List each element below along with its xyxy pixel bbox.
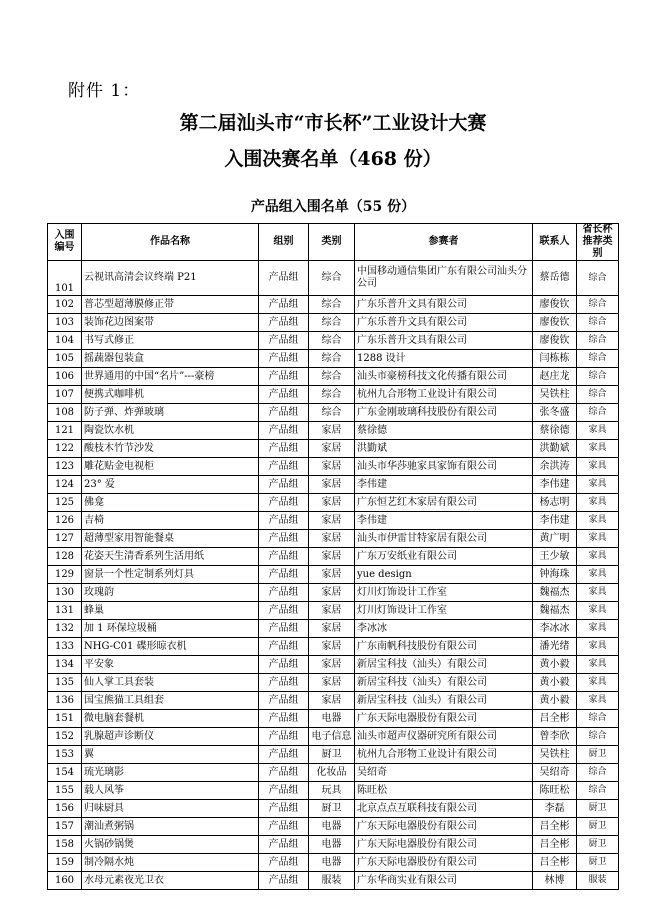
cell-participant: 广东华商实业有限公司 xyxy=(355,872,533,890)
table-row xyxy=(48,728,619,746)
cell-category: 厨卫 xyxy=(309,746,355,764)
cell-province: 家具 xyxy=(577,548,619,566)
table-row xyxy=(48,350,619,368)
cell-participant: 广东南帆科技股份有限公司 xyxy=(355,638,533,656)
cell-category: 家居 xyxy=(309,620,355,638)
header-province: 省长杯推荐类别 xyxy=(577,224,619,261)
cell-contact: 吴铁柱 xyxy=(533,746,577,764)
cell-province: 家具 xyxy=(577,458,619,476)
cell-contact: 杨志明 xyxy=(533,494,577,512)
cell-contact: 潘光绪 xyxy=(533,638,577,656)
cell-province: 服装 xyxy=(577,872,619,890)
cell-name: 水母元素夜光卫衣 xyxy=(82,872,259,890)
table-row xyxy=(48,620,619,638)
cell-no: 106 xyxy=(48,368,82,386)
table-row xyxy=(48,674,619,692)
cell-group: 产品组 xyxy=(259,296,309,314)
table-body xyxy=(48,261,619,890)
cell-contact: 吕全彬 xyxy=(533,836,577,854)
cell-participant: 汕头市超声仪器研究所有限公司 xyxy=(355,728,533,746)
cell-name: 云视讯高清会议终端 P21 xyxy=(82,261,259,296)
cell-name: 普芯型超薄膜修正带 xyxy=(82,296,259,314)
cell-province: 厨卫 xyxy=(577,836,619,854)
cell-participant: 灯川灯饰设计工作室 xyxy=(355,602,533,620)
table-header-row xyxy=(48,224,619,261)
cell-name: 雕花贴金电视柜 xyxy=(82,458,259,476)
cell-contact: 余洪涛 xyxy=(533,458,577,476)
table-row xyxy=(48,476,619,494)
cell-no: 101 xyxy=(48,261,82,296)
table-row xyxy=(48,782,619,800)
cell-province: 家具 xyxy=(577,584,619,602)
cell-group: 产品组 xyxy=(259,602,309,620)
cell-group: 产品组 xyxy=(259,728,309,746)
cell-province: 家具 xyxy=(577,476,619,494)
table-row xyxy=(48,584,619,602)
cell-group: 产品组 xyxy=(259,548,309,566)
cell-name: 超薄型家用智能餐桌 xyxy=(82,530,259,548)
cell-contact: 钟海珠 xyxy=(533,566,577,584)
cell-province: 厨卫 xyxy=(577,854,619,872)
document-title: 第二届汕头市“市长杯”工业设计大赛 xyxy=(179,112,487,134)
cell-group: 产品组 xyxy=(259,800,309,818)
cell-group: 产品组 xyxy=(259,656,309,674)
cell-no: 155 xyxy=(48,782,82,800)
cell-group: 产品组 xyxy=(259,836,309,854)
cell-province: 家具 xyxy=(577,512,619,530)
cell-name: 书写式修正 xyxy=(82,332,259,350)
cell-no: 133 xyxy=(48,638,82,656)
cell-category: 家居 xyxy=(309,674,355,692)
cell-category: 家居 xyxy=(309,566,355,584)
cell-category: 家居 xyxy=(309,692,355,710)
cell-name: 装饰花边图案带 xyxy=(82,314,259,332)
cell-category: 服装 xyxy=(309,872,355,890)
cell-no: 128 xyxy=(48,548,82,566)
cell-group: 产品组 xyxy=(259,782,309,800)
cell-participant: 李伟建 xyxy=(355,476,533,494)
table-row xyxy=(48,368,619,386)
cell-province: 综合 xyxy=(577,782,619,800)
cell-name: 仙人掌工具套装 xyxy=(82,674,259,692)
cell-participant: 陈旺松 xyxy=(355,782,533,800)
cell-category: 综合 xyxy=(309,314,355,332)
cell-participant: 蔡徐德 xyxy=(355,422,533,440)
cell-category: 家居 xyxy=(309,548,355,566)
cell-group: 产品组 xyxy=(259,818,309,836)
cell-category: 家居 xyxy=(309,422,355,440)
table-row xyxy=(48,458,619,476)
cell-no: 160 xyxy=(48,872,82,890)
cell-no: 127 xyxy=(48,530,82,548)
cell-no: 129 xyxy=(48,566,82,584)
cell-name: 23° 爱 xyxy=(82,476,259,494)
cell-contact: 洪勤斌 xyxy=(533,440,577,458)
cell-group: 产品组 xyxy=(259,692,309,710)
document-subtitle: 入围决赛名单（468 份） xyxy=(224,148,442,170)
cell-no: 124 xyxy=(48,476,82,494)
cell-category: 家居 xyxy=(309,638,355,656)
cell-contact: 黄广明 xyxy=(533,530,577,548)
cell-contact: 廖俊钦 xyxy=(533,314,577,332)
cell-participant: 洪勤斌 xyxy=(355,440,533,458)
cell-name: 平安象 xyxy=(82,656,259,674)
cell-name: 加 1 环保垃圾桶 xyxy=(82,620,259,638)
cell-category: 综合 xyxy=(309,368,355,386)
cell-contact: 蔡徐德 xyxy=(533,422,577,440)
cell-group: 产品组 xyxy=(259,332,309,350)
header-no: 入围编号 xyxy=(48,224,82,261)
cell-participant: 汕头市伊雷甘特家居有限公司 xyxy=(355,530,533,548)
cell-no: 152 xyxy=(48,728,82,746)
cell-province: 家具 xyxy=(577,422,619,440)
table-row xyxy=(48,386,619,404)
cell-name: 归味厨具 xyxy=(82,800,259,818)
cell-province: 家具 xyxy=(577,602,619,620)
cell-name: 陶瓷饮水机 xyxy=(82,422,259,440)
cell-no: 134 xyxy=(48,656,82,674)
cell-group: 产品组 xyxy=(259,512,309,530)
header-name: 作品名称 xyxy=(82,224,259,261)
cell-name: 国宝熊猫工具组套 xyxy=(82,692,259,710)
finalist-table xyxy=(47,223,619,890)
cell-participant: 广东金刚玻璃科技股份有限公司 xyxy=(355,404,533,422)
cell-province: 综合 xyxy=(577,332,619,350)
cell-no: 136 xyxy=(48,692,82,710)
cell-name: 翼 xyxy=(82,746,259,764)
cell-group: 产品组 xyxy=(259,404,309,422)
cell-province: 家具 xyxy=(577,494,619,512)
cell-participant: 李伟建 xyxy=(355,512,533,530)
cell-no: 153 xyxy=(48,746,82,764)
cell-contact: 李磊 xyxy=(533,800,577,818)
cell-participant: 灯川灯饰设计工作室 xyxy=(355,584,533,602)
table-row xyxy=(48,692,619,710)
cell-category: 综合 xyxy=(309,261,355,296)
cell-contact: 李伟建 xyxy=(533,476,577,494)
table-row xyxy=(48,602,619,620)
cell-participant: 新居宝科技（汕头）有限公司 xyxy=(355,692,533,710)
cell-group: 产品组 xyxy=(259,674,309,692)
cell-category: 家居 xyxy=(309,584,355,602)
cell-no: 104 xyxy=(48,332,82,350)
cell-contact: 魏福杰 xyxy=(533,602,577,620)
cell-category: 综合 xyxy=(309,296,355,314)
cell-contact: 廖俊钦 xyxy=(533,332,577,350)
table-row xyxy=(48,656,619,674)
cell-participant: 吴绍奇 xyxy=(355,764,533,782)
cell-category: 综合 xyxy=(309,404,355,422)
cell-province: 家具 xyxy=(577,656,619,674)
table-row xyxy=(48,422,619,440)
cell-name: 潮汕煮粥锅 xyxy=(82,818,259,836)
cell-province: 综合 xyxy=(577,350,619,368)
cell-group: 产品组 xyxy=(259,458,309,476)
table-row xyxy=(48,746,619,764)
cell-participant: 新居宝科技（汕头）有限公司 xyxy=(355,656,533,674)
cell-category: 电子信息 xyxy=(309,728,355,746)
cell-participant: 广东天际电器股份有限公司 xyxy=(355,854,533,872)
cell-group: 产品组 xyxy=(259,638,309,656)
cell-category: 电器 xyxy=(309,836,355,854)
cell-province: 综合 xyxy=(577,710,619,728)
cell-participant: 广东乐普升文具有限公司 xyxy=(355,314,533,332)
cell-province: 家具 xyxy=(577,530,619,548)
cell-group: 产品组 xyxy=(259,746,309,764)
cell-name: 窗景一个性定制系列灯具 xyxy=(82,566,259,584)
cell-no: 154 xyxy=(48,764,82,782)
table-row xyxy=(48,440,619,458)
cell-category: 玩具 xyxy=(309,782,355,800)
cell-participant: 广东乐普升文具有限公司 xyxy=(355,332,533,350)
cell-province: 家具 xyxy=(577,440,619,458)
cell-contact: 吕全彬 xyxy=(533,854,577,872)
cell-province: 综合 xyxy=(577,404,619,422)
table-row xyxy=(48,566,619,584)
cell-contact: 吴绍奇 xyxy=(533,764,577,782)
cell-no: 130 xyxy=(48,584,82,602)
cell-no: 107 xyxy=(48,386,82,404)
cell-name: NHG-C01 碟形晾衣机 xyxy=(82,638,259,656)
cell-contact: 黄小毅 xyxy=(533,674,577,692)
cell-contact: 王少敏 xyxy=(533,548,577,566)
cell-group: 产品组 xyxy=(259,872,309,890)
cell-category: 家居 xyxy=(309,458,355,476)
cell-category: 化妆品 xyxy=(309,764,355,782)
cell-contact: 廖俊钦 xyxy=(533,296,577,314)
cell-no: 125 xyxy=(48,494,82,512)
cell-participant: 杭州九合形物工业设计有限公司 xyxy=(355,746,533,764)
table-row xyxy=(48,494,619,512)
cell-contact: 黄小毅 xyxy=(533,656,577,674)
cell-no: 132 xyxy=(48,620,82,638)
cell-category: 家居 xyxy=(309,512,355,530)
cell-province: 综合 xyxy=(577,764,619,782)
cell-province: 厨卫 xyxy=(577,818,619,836)
cell-no: 103 xyxy=(48,314,82,332)
header-participant: 参赛者 xyxy=(355,224,533,261)
cell-group: 产品组 xyxy=(259,764,309,782)
cell-no: 123 xyxy=(48,458,82,476)
cell-participant: 杭州九合形物工业设计有限公司 xyxy=(355,386,533,404)
cell-province: 综合 xyxy=(577,386,619,404)
cell-province: 家具 xyxy=(577,638,619,656)
cell-contact: 曾李欣 xyxy=(533,728,577,746)
cell-province: 综合 xyxy=(577,314,619,332)
cell-name: 便携式咖啡机 xyxy=(82,386,259,404)
cell-name: 蜂巢 xyxy=(82,602,259,620)
cell-province: 综合 xyxy=(577,728,619,746)
cell-contact: 吴铁柱 xyxy=(533,386,577,404)
cell-province: 家具 xyxy=(577,566,619,584)
cell-contact: 吕全彬 xyxy=(533,710,577,728)
table-row xyxy=(48,764,619,782)
table-row xyxy=(48,332,619,350)
cell-participant: 汕头市华莎驰家具家饰有限公司 xyxy=(355,458,533,476)
cell-province: 家具 xyxy=(577,620,619,638)
cell-contact: 陈旺松 xyxy=(533,782,577,800)
header-contact: 联系人 xyxy=(533,224,577,261)
table-row xyxy=(48,638,619,656)
cell-participant: 广东天际电器股份有限公司 xyxy=(355,836,533,854)
cell-participant: 广东天际电器股份有限公司 xyxy=(355,710,533,728)
cell-contact: 黄小毅 xyxy=(533,692,577,710)
cell-group: 产品组 xyxy=(259,566,309,584)
cell-category: 综合 xyxy=(309,332,355,350)
cell-province: 厨卫 xyxy=(577,746,619,764)
table-row xyxy=(48,512,619,530)
cell-name: 载人风筝 xyxy=(82,782,259,800)
cell-province: 家具 xyxy=(577,674,619,692)
cell-category: 家居 xyxy=(309,494,355,512)
cell-contact: 魏福杰 xyxy=(533,584,577,602)
cell-category: 厨卫 xyxy=(309,800,355,818)
cell-contact: 李冰冰 xyxy=(533,620,577,638)
cell-no: 102 xyxy=(48,296,82,314)
cell-category: 家居 xyxy=(309,476,355,494)
cell-no: 121 xyxy=(48,422,82,440)
cell-contact: 吕全彬 xyxy=(533,818,577,836)
table-row xyxy=(48,404,619,422)
cell-name: 乳腺超声诊断仪 xyxy=(82,728,259,746)
cell-province: 综合 xyxy=(577,296,619,314)
cell-name: 琉光璃影 xyxy=(82,764,259,782)
cell-contact: 赵庄龙 xyxy=(533,368,577,386)
cell-contact: 李伟建 xyxy=(533,512,577,530)
cell-no: 131 xyxy=(48,602,82,620)
cell-contact: 闫栋栋 xyxy=(533,350,577,368)
table-row xyxy=(48,800,619,818)
cell-name: 制冷隔水炖 xyxy=(82,854,259,872)
cell-no: 108 xyxy=(48,404,82,422)
cell-category: 家居 xyxy=(309,530,355,548)
cell-no: 126 xyxy=(48,512,82,530)
cell-name: 世界通用的中国“名片”---豪榜 xyxy=(82,368,259,386)
cell-group: 产品组 xyxy=(259,350,309,368)
table-row xyxy=(48,872,619,890)
cell-participant: 广东万安纸业有限公司 xyxy=(355,548,533,566)
cell-province: 家具 xyxy=(577,692,619,710)
table-row xyxy=(48,854,619,872)
cell-group: 产品组 xyxy=(259,368,309,386)
cell-group: 产品组 xyxy=(259,261,309,296)
cell-group: 产品组 xyxy=(259,584,309,602)
cell-group: 产品组 xyxy=(259,422,309,440)
cell-contact: 林博 xyxy=(533,872,577,890)
cell-category: 电器 xyxy=(309,854,355,872)
cell-group: 产品组 xyxy=(259,530,309,548)
table-row xyxy=(48,261,619,296)
cell-province: 厨卫 xyxy=(577,800,619,818)
cell-participant: 广东恒艺红木家居有限公司 xyxy=(355,494,533,512)
cell-no: 151 xyxy=(48,710,82,728)
cell-no: 135 xyxy=(48,674,82,692)
header-group: 组别 xyxy=(259,224,309,261)
cell-participant: 汕头市豪榜科技文化传播有限公司 xyxy=(355,368,533,386)
cell-category: 家居 xyxy=(309,602,355,620)
cell-name: 微电脑套餐机 xyxy=(82,710,259,728)
cell-no: 122 xyxy=(48,440,82,458)
cell-name: 酸枝木竹节沙发 xyxy=(82,440,259,458)
cell-category: 家居 xyxy=(309,656,355,674)
cell-name: 火锅砂锅煲 xyxy=(82,836,259,854)
cell-name: 花姿天生清香系列生活用纸 xyxy=(82,548,259,566)
cell-participant: 广东乐普升文具有限公司 xyxy=(355,296,533,314)
cell-name: 防子弹、炸弹玻璃 xyxy=(82,404,259,422)
cell-no: 156 xyxy=(48,800,82,818)
table-row xyxy=(48,314,619,332)
cell-participant: yue design xyxy=(355,566,533,584)
cell-group: 产品组 xyxy=(259,494,309,512)
table-row xyxy=(48,818,619,836)
table-row xyxy=(48,296,619,314)
cell-participant: 新居宝科技（汕头）有限公司 xyxy=(355,674,533,692)
cell-name: 玫瑰韵 xyxy=(82,584,259,602)
cell-name: 摇蔬器包装盒 xyxy=(82,350,259,368)
cell-category: 电器 xyxy=(309,818,355,836)
cell-name: 佛龛 xyxy=(82,494,259,512)
cell-participant: 李冰冰 xyxy=(355,620,533,638)
table-row xyxy=(48,530,619,548)
cell-contact: 张冬盛 xyxy=(533,404,577,422)
cell-category: 综合 xyxy=(309,386,355,404)
cell-group: 产品组 xyxy=(259,710,309,728)
cell-no: 105 xyxy=(48,350,82,368)
cell-category: 家居 xyxy=(309,440,355,458)
cell-province: 综合 xyxy=(577,368,619,386)
table-row xyxy=(48,548,619,566)
cell-group: 产品组 xyxy=(259,386,309,404)
cell-no: 159 xyxy=(48,854,82,872)
cell-no: 157 xyxy=(48,818,82,836)
cell-group: 产品组 xyxy=(259,476,309,494)
cell-group: 产品组 xyxy=(259,620,309,638)
cell-name: 吉椅 xyxy=(82,512,259,530)
cell-contact: 蔡岳德 xyxy=(533,261,577,296)
cell-province: 综合 xyxy=(577,261,619,296)
cell-participant: 广东天际电器股份有限公司 xyxy=(355,818,533,836)
cell-participant: 1288 设计 xyxy=(355,350,533,368)
table-row xyxy=(48,836,619,854)
cell-group: 产品组 xyxy=(259,440,309,458)
attachment-label: 附件 1： xyxy=(68,81,141,101)
cell-participant: 北京点点互联科技有限公司 xyxy=(355,800,533,818)
cell-group: 产品组 xyxy=(259,854,309,872)
table-row xyxy=(48,710,619,728)
section-title: 产品组入围名单（55 份） xyxy=(250,199,416,215)
header-category: 类别 xyxy=(309,224,355,261)
cell-no: 158 xyxy=(48,836,82,854)
cell-participant: 中国移动通信集团广东有限公司汕头分公司 xyxy=(355,261,533,296)
cell-group: 产品组 xyxy=(259,314,309,332)
cell-category: 综合 xyxy=(309,350,355,368)
cell-category: 电器 xyxy=(309,710,355,728)
